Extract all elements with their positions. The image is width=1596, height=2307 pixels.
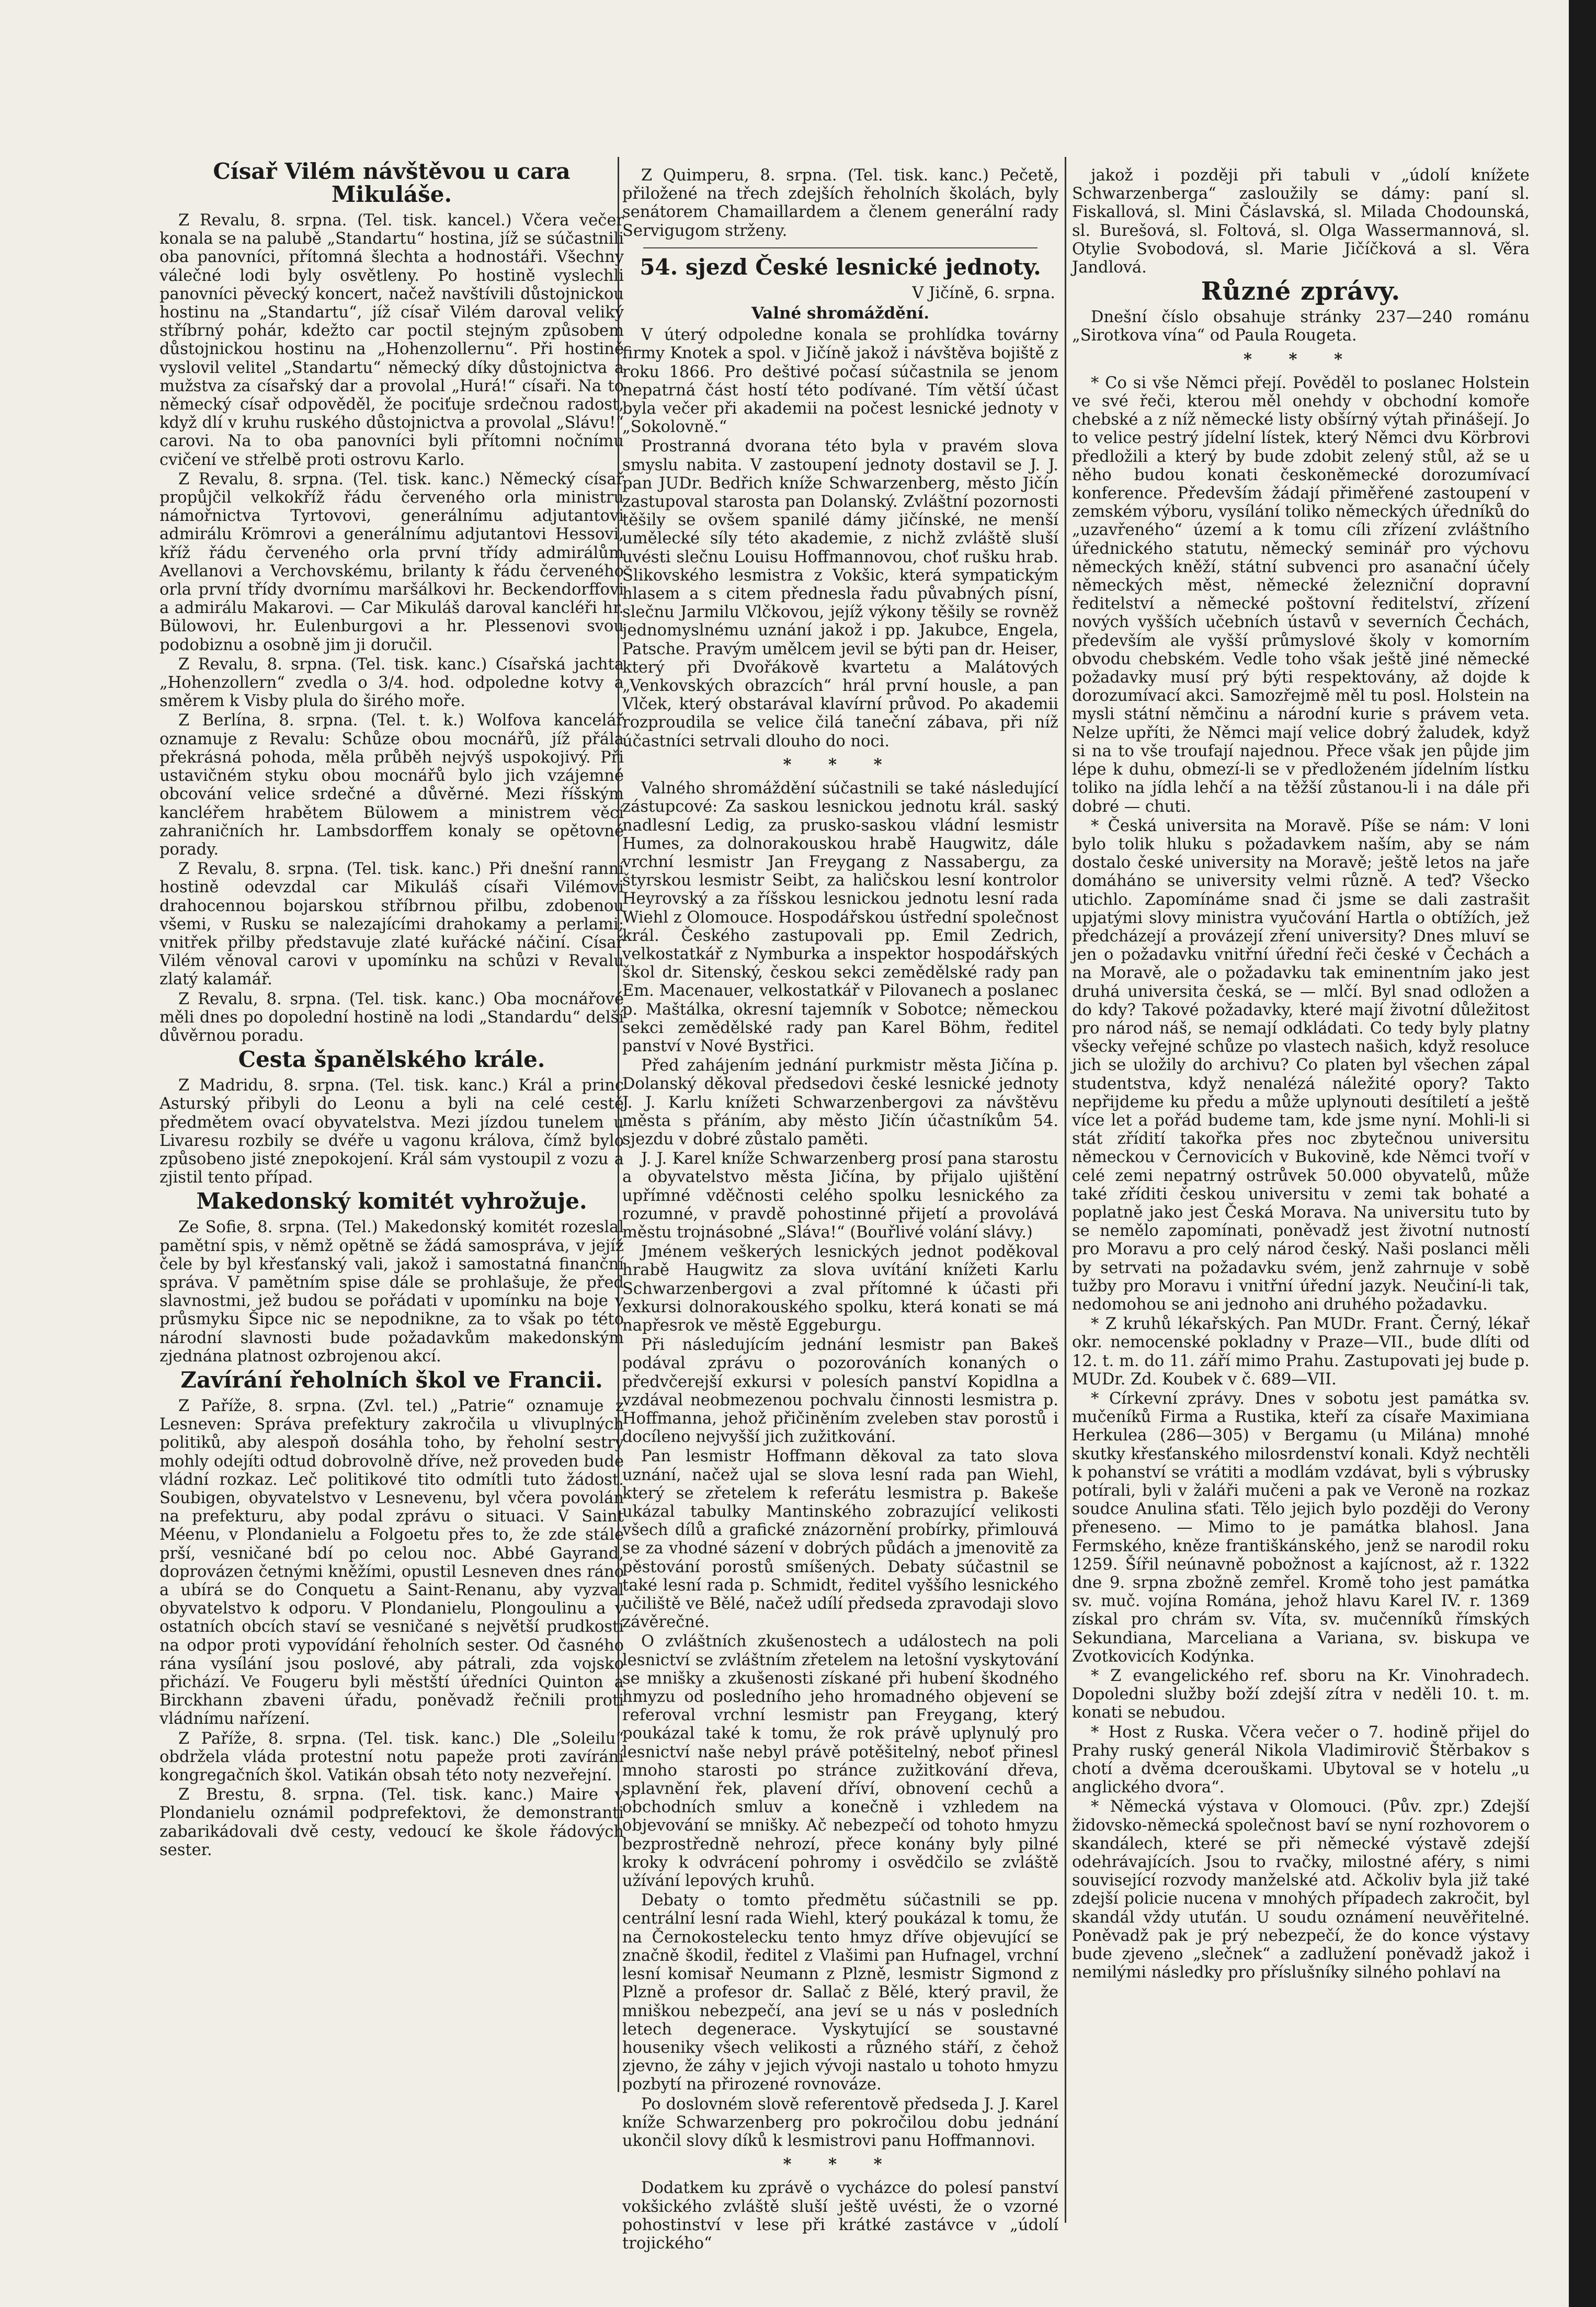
article-macedonian-committee <box>159 1218 624 1366</box>
headline-spanish-king: Cesta španělského krále. <box>238 1047 545 1073</box>
paragraph: Po doslovném slově referentově předseda J. J. Karel kníže Schwarzenberg pro pokročilou dobu jednání ukončil slovy díků k lesmistrovi panu Hoffmannovi. <box>622 2095 1058 2150</box>
paragraph: Před zahájením jednání purkmistr města Jičína p. Dolanský děkoval předsedovi české lesnické jednoty J. J. Karlu knížeti Schwarzenbergovi za návštěvu města s přáním, aby město Jičín účastníkům 54. sjezdu v dobré zůstalo paměti. <box>622 1056 1058 1149</box>
paragraph: Z Madridu, 8. srpna. (Tel. tisk. kanc.) Král a princ Asturský přibyli do Leonu a byli na celé cestě předmětem ovací obyvatelstva. Mezi jízdou tunelem u Livaresu rozbily se dvéře u vagonu králova, čímž bylo způsobeno jisté znepokojení. Král sám vystoupil z vozu a zjistil tento případ. <box>159 1076 624 1187</box>
section-divider <box>643 247 1038 248</box>
separator-asterisks: * * * <box>1243 349 1359 369</box>
paragraph: Z Paříže, 8. srpna. (Zvl. tel.) „Patrie“ oznamuje z Lesneven: Správa prefektury zakročila u vlivuplných politiků, aby alespoň dosáhla toho, by řeholní sestry mohly odejíti odtud dobrovolně dříve, než proveden bude vládní rozkaz. Leč politikové tito odmítli tuto žádost. Soubigen, obyvatelstvo v Lesnevenu, byl včera povolán na prefekturu, aby podal zprávu o situaci. V Saint Méenu, v Plondanielu a Folgoetu přes to, že zde stále prší, vesničané bdí po celou noc. Abbé Gayrand, doprovázen četnými kněžími, opustil Lesneven dnes ráno a ubírá se do Conquetu a Saint-Renanu, aby vyzval obyvatelstvo k odporu. V Plondanielu, Plongoulinu a v ostatních obcích staví se vesničané s největší prudkostí na odpor proti vypovídání řeholních sester. Od časného rána vysílání jsou poslové, aby pátrali, zda vojsko přichází. Ve Fougeru byli městští úředníci Quinton a Birckhann zbaveni úřadu, poněvadž řečnili proti vládnímu nařízení. <box>159 1396 624 1729</box>
headline-school-closures: Zavírání řeholních škol ve Francii. <box>180 1367 603 1393</box>
paragraph: O zvláštních zkušenostech a událostech na poli lesnictví se zvláštním zřetelem na letošní vyskytování se mnišky a zkušenosti získané při hubení škodného hmyzu od posledního jeho hromadného objevení se referoval vrchní lesmistr pan Freygang, který poukázal také k tomu, že rok právě uplynulý pro lesnictví naše nebyl právě potěšitelný, neboť přinesl mnoho starosti po stránce zužitkování dřeva, splavnění řek, plavení dříví, obnovení cechů a obchodních smluv a konečně i vzhledem na objevování se mnišky. Ač nebezpečí od tohoto hmyzu bezprostředně nehrozí, přece konány byly pilné kroky k odvrácení pohromy i osvědčilo se zvláště užívání lepových kruhů. <box>622 1632 1058 1891</box>
paragraph: * Host z Ruska. Včera večer o 7. hodině přijel do Prahy ruský generál Nikola Vladimirovič Štěrbakov s chotí a dvěma dcerouškami. Ubytoval se v hotelu „u anglického dvora“. <box>1072 1723 1530 1797</box>
paragraph: Z Brestu, 8. srpna. (Tel. tisk. kanc.) Maire v Plondanielu oznámil podprefektovi, že demonstranti zabarikádovali dvě cesty, vedoucí ke škole řádových sester. <box>159 1786 624 1859</box>
paragraph: Z Revalu, 8. srpna. (Tel. tisk. kanc.) Německý císař propůjčil velkokříž řádu červeného orla ministru námořnictva Tyrtovovi, generálnímu adjutantovi admirálu Krömrovi a generálnímu adjutantovi Hessovi, kříž řádu červeného orla první třídy admirálům Avellanovi a Verchovskému, brilanty k řádu červeného orla první třídy dvornímu maršálkovi hr. Beckendorffovi a admirálu Makarovi. — Car Mikuláš daroval kancléři hr. Bülowovi, hr. Eulenburgovi a hr. Plessenovi svou podobiznu a osobně jim ji doručil. <box>159 470 624 654</box>
paragraph: Prostranná dvorana této byla v pravém slova smyslu nabita. V zastoupení jednoty dostavil se J. J. pan JUDr. Bedřich kníže Schwarzenberg, město Jičín zastupoval starosta pan Dolanský. Zvláštní pozornosti těšily se ovšem spanilé dámy jičínské, ne menší umělecké síly této akademie, z nichž zvláště sluší uvésti slečnu Louisu Hoffmannovou, choť rušku hrab. Šlikovského lesmistra z Vokšic, která sympatickým hlasem a s citem přednesla řadu půvabných písní, slečnu Jarmilu Vlčkovou, jejíž výkony těšily se rovněž jednomyslnému uznání jakož i pp. Jakubce, Engela, Patsche. Pravým umělcem jevil se býti pan dr. Heiser, který při Dvořákově kvartetu a Malátových „Venkovských obrazcích“ hrál první housle, a pan Vlček, který obstarával klavírní průvod. Po akademii rozproudila se velice čilá taneční zábava, při níž účastníci setrvali dlouho do noci. <box>622 437 1058 751</box>
headline-forestry-congress: 54. sjezd České lesnické jednoty. <box>640 254 1041 280</box>
paragraph: Pan lesmistr Hoffmann děkoval za tato slova uznání, načež ujal se slova lesní rada pan Wiehl, který se zřetelem k referátu lesmistra p. Bakeše ukázal tabulky Mantinského zobrazující velikosti všech dílů a grafické znázornění probírky, přimlouvá se za vhodné sázení v dobrých půdách a jmenovitě za pěstování porostů smíšených. Debaty súčastnil se také lesní rada p. Schmidt, ředitel vyššího lesnického učiliště ve Bělé, načež udílí předseda zpravodaji slovo závěrečné. <box>622 1447 1058 1632</box>
paragraph: * Z kruhů lékařských. Pan MUDr. Frant. Černý, lékař okr. nemocenské pokladny v Praze—VII., bude dlíti od 12. t. m. do 11. září mimo Prahu. Zastupovati jej bude p. MUDr. Zd. Koubek v č. 689—VII. <box>1072 1315 1530 1389</box>
paragraph: jakož i později při tabuli v „údolí knížete Schwarzenberga“ zasloužily se dámy: paní sl. Fiskallová, sl. Mini Čáslavská, sl. Milada Chodounská, sl. Burešová, sl. Foltová, sl. Olga Wassermannová, sl. Otylie Svobodová, sl. Marie Jičíčková a sl. Věra Jandlová. <box>1072 166 1530 277</box>
paragraph: Z Revalu, 8. srpna. (Tel. tisk. kanc.) Císařská jachta „Hohenzollern“ zvedla o 3/4. hod. odpoledne kotvy a směrem k Visby plula do širého moře. <box>159 655 624 711</box>
paragraph: Z Revalu, 8. srpna. (Tel. tisk. kanc.) Oba mocnářové měli dnes po dopolední hostině na lodi „Standardu“ delší důvěrnou poradu. <box>159 990 624 1045</box>
article-school-closures <box>159 1397 624 1859</box>
paragraph: Jménem veškerých lesnických jednot poděkoval hrabě Haugwitz za slova uvítání knížeti Karlu Schwarzenbergovi a zval přítomné k účasti při exkursi dolnorakouského spolku, která konati se má napřesrok ve městě Eggeburgu. <box>622 1243 1058 1335</box>
paragraph: Z Revalu, 8. srpna. (Tel. tisk. kancel.) Včera večer konala se na palubě „Standartu“ hostina, jíž se súčastnili oba panovníci, přítomná šlechta a hodnostáři. Všechny válečné lodi byly osvětleny. Po hostině vyslechli panovníci pěvecký koncert, načež navštívili důstojnickou hostinu na „Standartu“, jíž císař Vilém daroval veliký stříbrný pohár, kdežto car poctil stejným způsobem důstojnickou hostinu na „Hohenzollernu“. Při hostině vyslovil velitel „Standartu“ německý díky důstojnictva a mužstva za císařský dar a provolal „Hurá!“ císaři. Na to německý císař odpověděl, že pociťuje srdečnou radost, když dlí v kruhu ruského důstojnictva a provolal „Slávu!“ carovi. Na to oba panovníci byli přítomni nočnímu cvičení ve střelbě proti ostrovu Karlo. <box>159 211 624 469</box>
paragraph: * Církevní zprávy. Dnes v sobotu jest památka sv. mučeníků Firma a Rustika, kteří za císaře Maximiana Herkulea (286—305) v Bergamu (u Milána) mnohé skutky křesťanského milosrdenství konali. Když nechtěli k pohanství se vrátiti a modlám vzdávat, byli s výbrusky potírali, byli v žaláři mučeni a pak ve Veroně na rozkaz soudce Anulina sťati. Tělo jejich bylo později do Verony přeneseno. — Mimo to je památka blahosl. Jana Fermského, kněze františkánského, jenž se narodil roku 1259. Šířil neúnavně pobožnost a kajícnost, až r. 1322 dne 9. srpna zbožně zemřel. Kromě toho jest památka sv. muč. vojína Romána, jehož hlavu Karel IV. r. 1369 získal pro chrám sv. Víta, sv. mučenníků římských Sekundiana, Marceliana a Variana, sv. biskupa ve Zvotkovicích Kodýnka. <box>1072 1390 1530 1666</box>
headline-macedonian-committee: Makedonský komitét vyhrožuje. <box>196 1188 587 1214</box>
paragraph: Z Berlína, 8. srpna. (Tel. t. k.) Wolfova kancelář oznamuje z Revalu: Schůze obou mocnářů, jíž přála překrásná pohoda, měla průběh nejvýš uspokojivý. Při ustavičném styku obou mocnářů bylo jich vzájemné obcování velice srdečné a důvěrné. Mezi říšským kancléřem hrabětem Bülowem a ministrem věcí zahraničních hr. Lambsdorffem konaly se opětovné porady. <box>159 711 624 859</box>
subheading-general-assembly: Valné shromáždění. <box>751 304 930 323</box>
page-edge-shadow <box>1569 0 1596 2307</box>
paragraph: Valného shromáždění súčastnili se také následující zástupcové: Za saskou lesnickou jednotu král. saský nadlesní Ledig, za prusko-saskou vládní lesmistr Humes, za dolnorakouskou hrabě Haugwitz, dále vrchní lesmistr Jan Freygang z Nassabergu, za štyrskou lesmistr Seibt, za haličskou lesní kontrolor Heyrovský a za říšskou lesnickou jednotu lesní rada Wiehl z Olomouce. Hospodářskou ústřední společnost král. Českého zastupovali pp. Emil Zedrich, velkostatkář z Nymburka a inspektor hospodářských škol dr. Sitenský, českou sekci zemědělské rady pan Em. Macenauer, velkostatkář v Pilovanech a poslanec p. Maštálka, okresní tajemník v Sobotce; německou sekci zemědělské rady pan Karel Böhm, ředitel panství v Nové Bystřici. <box>622 779 1058 1055</box>
paragraph: Z Quimperu, 8. srpna. (Tel. tisk. kanc.) Pečetě, přiložené na třech zdejších řeholních školách, byly senátorem Chamaillardem a členem generální rady Servigugom strženy. <box>622 166 1058 240</box>
paragraph: * Z evangelického ref. sboru na Kr. Vinohradech. Dopoledni služby boží zdejší zítra v neděli 10. t. m. konati se nebudou. <box>1072 1667 1530 1722</box>
article-spanish-king <box>159 1076 624 1187</box>
column-1 <box>159 157 624 2160</box>
paragraph: Z Paříže, 8. srpna. (Tel. tisk. kanc.) Dle „Soleilu“ obdržela vláda protestní notu papeže proti zavírání kongregačních škol. Vatikán obsah této noty nezveřejní. <box>159 1729 624 1785</box>
paragraph: Debaty o tomto předmětu súčastnili se pp. centrální lesní rada Wiehl, který poukázal k tomu, že na Černokostelecku tento hmyz dříve objevující se značně škodil, ředitel z Vlašimi pan Hufnagel, vrchní lesní komisař Neumann z Plzně, lesmistr Sigmond z Plzně a profesor dr. Sallač z Bělé, který pravil, že mniškou nebezpečí, ana jeví se u nás v posledních letech degenerace. Vyskytující se soustavné houseniky všech velikosti a různého stáří, z čehož zjevno, že záhy v jejich vývoji nastalo u tohoto hmyzu pozbytí na přirozené rovnováze. <box>622 1891 1058 2094</box>
paragraph: Z Revalu, 8. srpna. (Tel. tisk. kanc.) Při dnešní ranní hostině odevzdal car Mikuláš císaři Vilémovi drahocennou bojarskou stříbrnou přilbu, zdobenou všemi, v Rusku se nalezajícími drahokamy a perlami; vnitřek přilby představuje zlaté kuřácké náčiní. Císař Vilém věnoval carovi v upomínku na schůzi v Revalu zlatý kalamář. <box>159 860 624 989</box>
paragraph: Dodatkem ku zprávě o vycházce do polesí panství vokšického zvláště sluší ještě uvésti, že o vzorné pohostinství v lese při krátké zastávce v „údolí trojického“ <box>622 2179 1058 2253</box>
column-rule <box>1065 157 1066 2223</box>
paragraph: V úterý odpoledne konala se prohlídka továrny firmy Knotek a spol. v Jičíně jakož i návštěva bojiště z roku 1866. Pro deštivé počasí súčastnila se jenom nepatrná část hostí této podívané. Tím větší účast byla večer při akademii na počest lesnické jednoty v „Sokolovně.“ <box>622 326 1058 437</box>
paragraph: * Německá výstava v Olomouci. (Pův. zpr.) Zdejší židovsko-německá společnost baví se nyní rozhovorem o skandálech, které se při německé výstavě zdejší odehrávajících. Jsou to rvačky, milostné aféry, s nimi související rozvody manželské atd. Ačkoliv byla již také zdejší policie nucena v mnohých případech zakročit, byl skandál vždy utuťán. U soudu oznámení neuvěřitelné. Poněvadž pak je prý nebezpečí, že do konce výstavy bude zjeveno „slečnek“ a zadlužení poněvadž jakož i nemilými následky pro příslušníky silného pohlaví na <box>1072 1798 1530 1982</box>
paragraph: J. J. Karel kníže Schwarzenberg prosí pana starostu a obyvatelstvo města Jičína, by přijalo ujištění upřímné vděčnosti celého spolku lesnického za rozumné, v pravdě pohostinné přijetí a provolává městu trojnásobné „Sláva!“ (Bouřlivé volání slávy.) <box>622 1150 1058 1242</box>
paragraph: * Česká universita na Moravě. Píše se nám: V loni bylo tolik hluku s požadavkem naším, aby se nám dostalo české university na Moravě; ještě letos na jaře domáháno se university velmi různě. A teď? Všecko utichlo. Zapomínáme snad či jsme se dali zastrašit upjatými slovy ministra vyučování Hartla o obtížích, jež předcházejí a provázejí zření university? Dnes mluví se jen o požadavku vnitřní úřední řeči české v Čechách a na Moravě, ale o požadavku tak eminentním jako jest druhá universita česká, se — mlčí. Byl snad odložen a do kdy? Takové požadavky, které mají životní důležitost pro národ náš, se nemají odkládati. Co tedy byly platny všecky veřejné schůze po vlastech našich, když resoluce jich se uložily do archivu? Co platen byl všechen zápal studentstva, když nenalézá náležité opory? Takto nepřijdeme ku předu a může uplynouti desítiletí a ještě více let a pořád budeme tam, kde jsme nyní. Mohli-li si stát zřídití takořka přes noc zbytečnou universitu německou v Černovicích v Bukovině, kde Němci tvoří v celé zemi nepatrný ostrůvek 50.000 obyvatelů, může také zříditi českou universitu v zemi tak bohaté a poplatně jako jest Česká Morava. Na universitu tuto by se nemělo zapomínati, poněvadž jest životní nutností pro Moravu a pro celý národ český. Naši poslanci měli by setrvati na požadavku svém, jenž zahrnuje v sobě tužby pro Moravu i vnitřní úřední jazyk. Neučiní-li tak, nedomohou se ani jednoho ani druhého požadavku. <box>1072 816 1530 1314</box>
column-3 <box>1072 166 1530 2227</box>
paragraph: Při následujícím jednání lesmistr pan Bakeš podával zprávu o pozorováních konaných o předvčerejší exkursi v polesích panství Kopidlna a vzdával neobmezenou pochvalu činnosti lesmistra p. Hoffmanna, jehož přičiněním zveleben stav porostů i docíleno nejvyšší jich zužitkování. <box>622 1336 1058 1447</box>
article-emperor-visit <box>159 211 624 1045</box>
paragraph: Dnešní číslo obsahuje stránky 237—240 románu „Sirotkova vína“ od Paula Rougeta. <box>1072 308 1530 345</box>
section-heading-various-news: Různé zprávy. <box>1201 277 1401 306</box>
separator-asterisks: * * * <box>783 755 898 774</box>
column-2 <box>622 166 1058 2253</box>
separator-asterisks: * * * <box>783 2155 898 2174</box>
paragraph: * Co si vše Němci přejí. Pověděl to poslanec Holstein ve své řeči, kterou měl onehdy v obchodní komoře chebské a z níž německé listy obšírný výtah přinášejí. Jo to velice pestrý jídelní lístek, který Němci dvu Körbrovi předložili a který by bude zdobit zelený stůl, až se u něho budou konati českoněmecké dorozumívací konference. Především žádají přiměřené zastoupení v zemském výboru, vysílání toliko německých úředníků do „uzavřeného“ území a k tomu cíli zřízení zvláštního úřednického statutu, německý seminář pro výchovu německých kněží, státní subvenci pro asanační účely německých měst, německé železniční dopravní ředitelství a německé poštovní ředitelství, zřízení nových vyšších učebních ústavů v severních Čechách, především ale vyšší průmyslové školy v komorním obvodu chebském. Vedle toho však ještě jiné německé požadavky musí prý býti respektovány, až dojde k dorozumívací akci. Samozřejmě měl tu posl. Holstein na mysli státní němčinu a národní kurie s právem veta. Nelze upříti, že Němci mají velice dobrý žaludek, když si na to vše troufají najednou. Přece však jen půjde jim lépe k duhu, obmezí-li se v předloženém jídelním lístku toliko na jídla lehčí a na těžší zůstanou-li i na dále při dobré — chuti. <box>1072 373 1530 816</box>
dateline: V Jičíně, 6. srpna. <box>912 283 1055 302</box>
headline-emperor-visit: Císař Vilém návštěvou u cara Mikuláše. <box>213 158 571 207</box>
paragraph: Ze Sofie, 8. srpna. (Tel.) Makedonský komitét rozeslal pamětní spis, v němž opětně se žádá samospráva, v jejíž čele by byl křesťanský vali, jakož i samostatná finanční správa. V pamětním spise dále se prohlašuje, že před slavnostmi, jež budou se pořádati v upomínku na boje v průsmyku Šipce nic se nepodnikne, za to však po této národní slavnosti bude požadavkům makedonským zjednána platnost ozbrojenou akcí. <box>159 1218 624 1366</box>
